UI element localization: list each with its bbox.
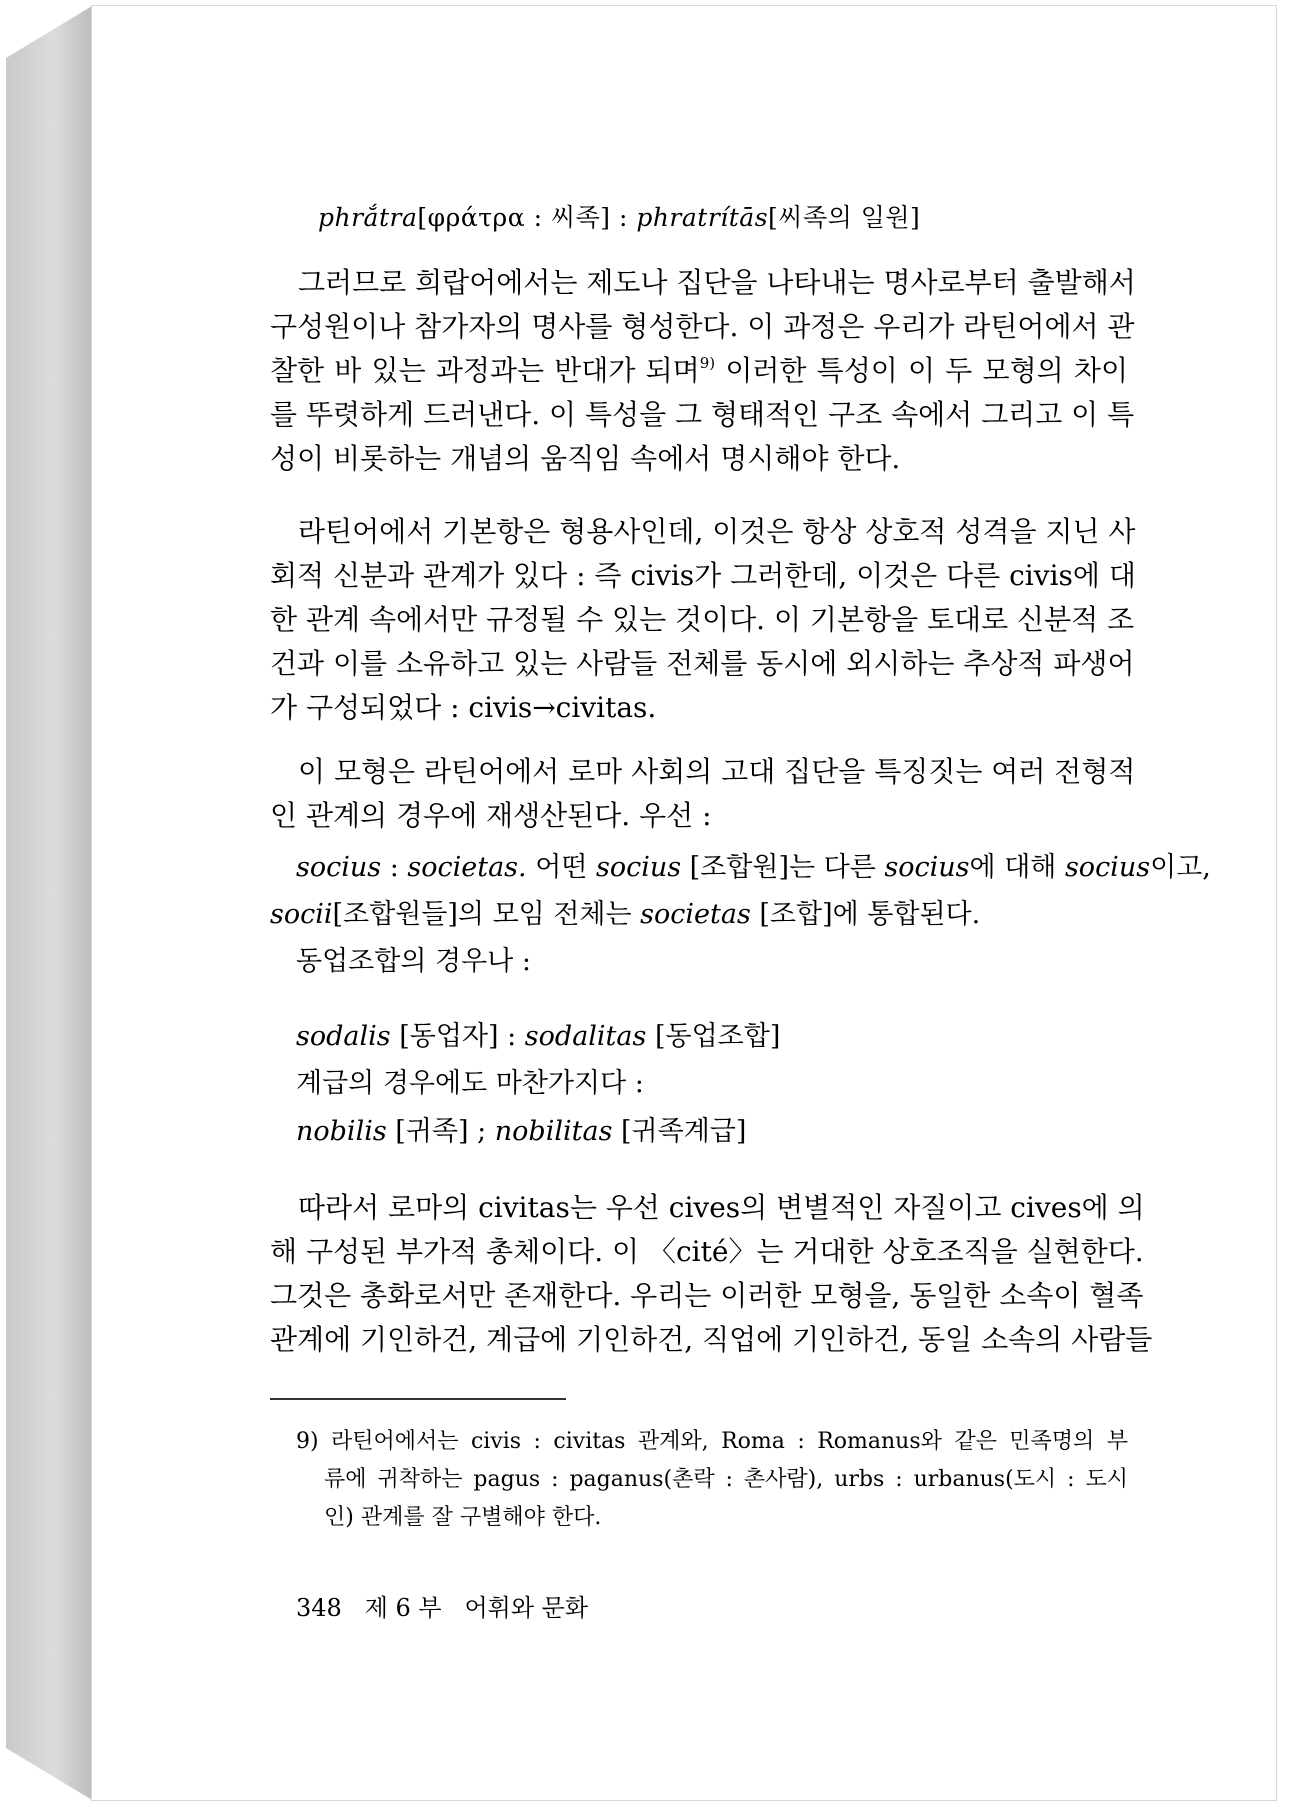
footnote-line: 9) 라틴어에서는 civis : civitas 관계와, Roma : Romanus와 같은 민족명의 부 [296, 1429, 1128, 1454]
footnote [296, 1423, 1128, 1537]
class-intro: 계급의 경우에도 마찬가지다 : [296, 1068, 644, 1099]
socius-line-1: socius : societas. 어떤 socius [조합원]는 다른 socius에 대해 socius이고, [296, 852, 1211, 883]
text-line: 그것은 총화로서만 존재한다. 우리는 이러한 모형을, 동일한 소속이 혈족 [270, 1279, 1144, 1312]
text-line: 를 뚜렷하게 드러낸다. 이 특성을 그 형태적인 구조 속에서 그리고 이 특 [270, 398, 1135, 431]
text-line: 찰한 바 있는 과정과는 반대가 되며$^{9)}$ 이러한 특성이 이 두 모형의 차이 [270, 354, 1128, 387]
text-line: 라틴어에서 기본항은 형용사인데, 이것은 항상 상호적 성격을 지닌 사 [298, 515, 1136, 548]
text-line: 한 관계 속에서만 규정될 수 있는 것이다. 이 기본항을 토대로 신분적 조 [270, 603, 1135, 636]
paragraph-3 [270, 750, 1136, 838]
text-line: 관계에 기인하건, 계급에 기인하건, 직업에 기인하건, 동일 소속의 사람들 [270, 1323, 1153, 1356]
greek-example-line [318, 198, 920, 234]
gloss-phratra: [φράτρα : 씨족] : [417, 203, 637, 232]
text-line: 해 구성된 부가적 총체이다. 이 〈cité〉는 거대한 상호조직을 실현한다. [270, 1235, 1144, 1268]
text-line: 인 관계의 경우에 재생산된다. 우선 : [270, 799, 712, 832]
text-line: 성이 비롯하는 개념의 움직임 속에서 명시해야 한다. [270, 442, 901, 475]
paragraph-2 [270, 510, 1136, 730]
book-spine [6, 6, 92, 1800]
guild-intro: 동업조합의 경우나 : [296, 946, 531, 977]
text-line: 이 모형은 라틴어에서 로마 사회의 고대 집단을 특징짓는 여러 전형적 [298, 755, 1136, 788]
text-line: 구성원이나 참가자의 명사를 형성한다. 이 과정은 우리가 라틴어에서 관 [270, 310, 1135, 343]
page-folio: 348 제 6 부 어휘와 문화 [296, 1594, 589, 1622]
term-phratritas: phratrítās [636, 203, 769, 232]
footnote-divider [270, 1398, 566, 1400]
gloss-phratritas: [씨족의 일원] [768, 203, 921, 232]
text-line: 건과 이를 소유하고 있는 사람들 전체를 동시에 외시하는 추상적 파생어 [270, 647, 1135, 680]
nobilis-line: nobilis [귀족] ; nobilitas [귀족계급] [296, 1116, 747, 1147]
footnote-ref: 9) [699, 354, 716, 372]
paragraph-4 [270, 1186, 1153, 1362]
text-line: 가 구성되었다 : civis→civitas. [270, 691, 657, 724]
text-line: 그러므로 희랍어에서는 제도나 집단을 나타내는 명사로부터 출발해서 [298, 266, 1136, 299]
text-line: 회적 신분과 관계가 있다 : 즉 civis가 그러한데, 이것은 다른 civis에 대 [270, 559, 1136, 592]
footnote-line: 인) 관계를 잘 구별해야 한다. [324, 1505, 602, 1530]
paragraph-1 [270, 261, 1136, 481]
term-phratra: phrắtra [318, 203, 418, 232]
footnote-line: 류에 귀착하는 pagus : paganus(촌락 : 촌사람), urbs : urbanus(도시 : 도시 [324, 1467, 1128, 1492]
text-line: 따라서 로마의 civitas는 우선 cives의 변별적인 자질이고 cives에 의 [298, 1191, 1145, 1224]
socius-line-2: socii[조합원들]의 모임 전체는 societas [조합]에 통합된다. [270, 899, 981, 930]
sodalis-line: sodalis [동업자] : sodalitas [동업조합] [296, 1021, 781, 1052]
